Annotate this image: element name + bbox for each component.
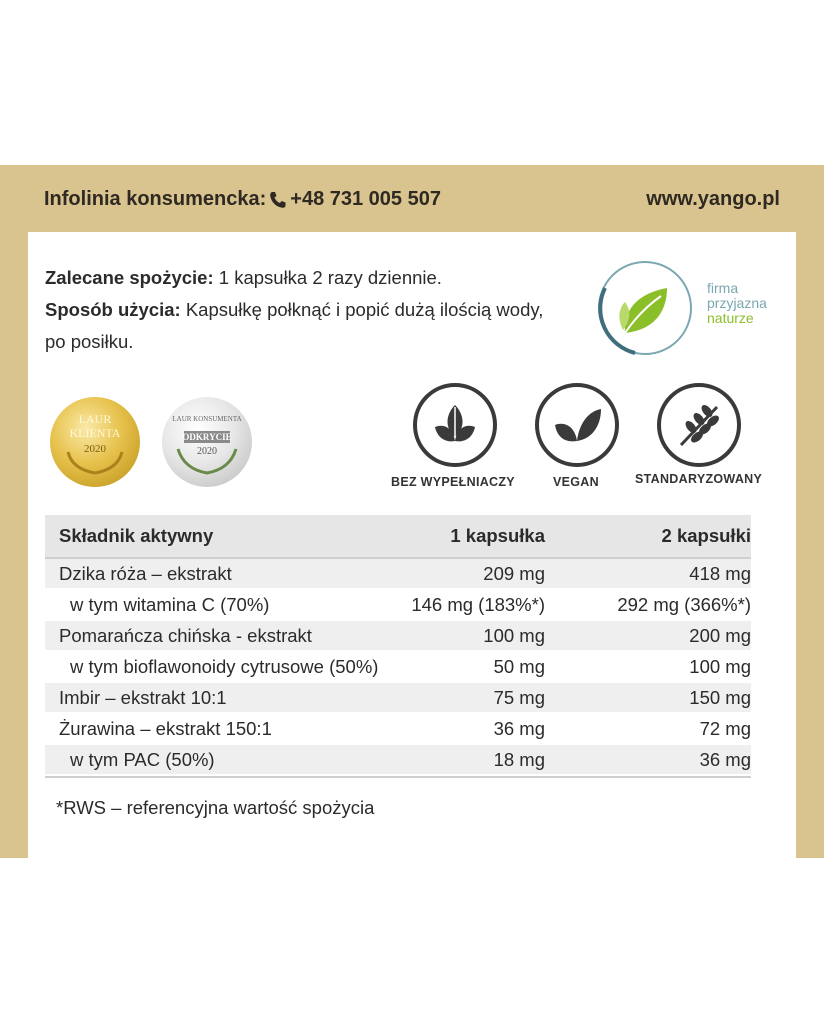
table-body [45,559,751,776]
branch-icon [671,397,727,453]
header-ingredient: Składnik aktywny [59,525,214,546]
amount-one-capsule: 100 mg [483,624,545,646]
ingredient-name: w tym witamina C (70%) [70,593,270,615]
amount-two-capsules: 100 mg [689,655,751,677]
phone-number[interactable]: +48 731 005 507 [290,188,441,210]
dose-text: 1 kapsułka 2 razy dziennie. [218,267,442,288]
table-row [45,559,751,590]
amount-two-capsules: 72 mg [699,717,751,739]
svg-text:2020: 2020 [84,443,106,455]
footnote: *RWS – referencyjna wartość spożycia [56,797,375,818]
svg-text:LAUR KONSUMENTA: LAUR KONSUMENTA [172,415,242,423]
standardized-badge [657,383,741,467]
amount-two-capsules: 150 mg [689,686,751,708]
table-header [45,515,751,557]
laur-konsumenta-medal [162,397,252,487]
amount-one-capsule: 36 mg [493,717,545,739]
dose-label: Zalecane spożycie: [45,267,214,288]
leaves-icon [427,397,483,453]
amount-two-capsules: 418 mg [689,562,751,584]
header-two-capsules: 2 kapsułki [661,525,751,546]
svg-text:2020: 2020 [197,446,217,457]
vegan-badge [535,383,619,467]
ingredients-table [45,515,751,778]
ingredient-name: Pomarańcza chińska - ekstrakt [59,624,312,646]
standardized-label: STANDARYZOWANY [635,472,763,486]
amount-one-capsule: 50 mg [493,655,545,677]
method-text: Kapsułkę połknąć i popić dużą ilością wody, [185,299,544,320]
svg-text:LAUR: LAUR [78,412,112,426]
ingredient-name: w tym PAC (50%) [70,748,215,770]
eco-line3: naturze [707,310,754,326]
dose-line [45,262,585,294]
amount-two-capsules: 292 mg (366%*) [617,593,751,615]
table-row [45,745,751,776]
ingredient-name: Imbir – ekstrakt 10:1 [59,686,227,708]
usage-instructions [45,262,585,358]
eco-logo-text [707,281,767,326]
ingredient-name: w tym bioflawonoidy cytrusowe (50%) [70,655,379,677]
hotline [44,188,441,211]
phone-icon [268,190,288,210]
method-label: Sposób użycia: [45,299,181,320]
svg-text:ODKRYCIE: ODKRYCIE [182,432,232,442]
ingredient-name: Dzika róża – ekstrakt [59,562,232,584]
eco-line2: przyjazna [707,295,767,311]
amount-one-capsule: 209 mg [483,562,545,584]
svg-text:KLIENTA: KLIENTA [69,426,121,440]
amount-two-capsules: 36 mg [699,748,751,770]
table-row [45,714,751,745]
ingredient-name: Żurawina – ekstrakt 150:1 [59,717,272,739]
laur-klienta-2020-medal-icon [50,397,140,487]
table-bottom-divider [45,776,751,778]
laur-konsumenta-odkrycie-2020-medal-icon [162,397,252,487]
leaf-circle-icon [595,258,705,358]
amount-one-capsule: 75 mg [493,686,545,708]
contact-bar [44,188,780,218]
laur-klienta-medal [50,397,140,487]
table-row [45,683,751,714]
vegan-label: VEGAN [553,475,599,489]
hotline-label: Infolinia konsumencka: [44,188,267,210]
table-row [45,621,751,652]
table-row [45,652,751,683]
website-link[interactable]: www.yango.pl [646,188,780,210]
no-fillers-badge [413,383,497,467]
table-row [45,590,751,621]
amount-one-capsule: 18 mg [493,748,545,770]
header-one-capsule: 1 kapsułka [450,525,545,546]
amount-two-capsules: 200 mg [689,624,751,646]
vegan-leaf-icon [549,397,605,453]
method-line [45,294,585,326]
method-line-2: po posiłku. [45,331,134,352]
no-fillers-label: BEZ WYPEŁNIACZY [391,475,515,489]
eco-line1: firma [707,280,739,296]
amount-one-capsule: 146 mg (183%*) [411,593,545,615]
